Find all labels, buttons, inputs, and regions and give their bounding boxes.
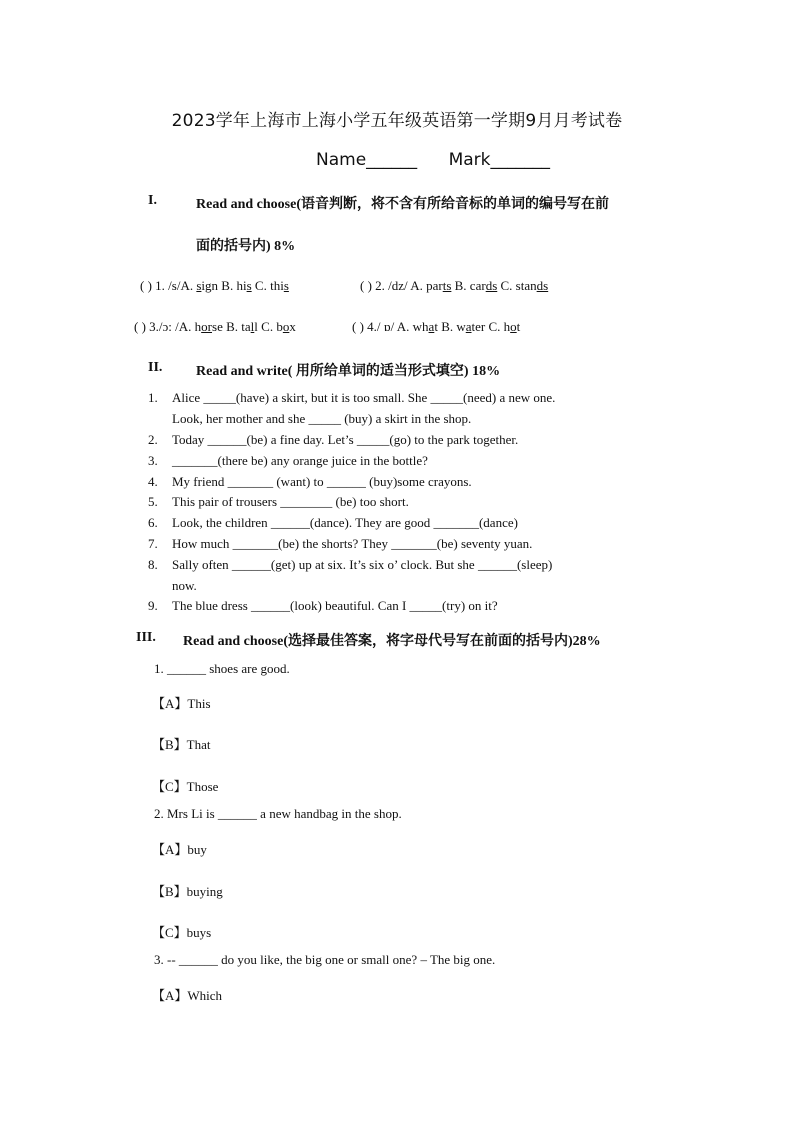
mc-option: 【A】Which — [152, 988, 223, 1003]
option-c: C. h — [488, 319, 511, 334]
option-a: A. h — [178, 319, 202, 334]
section-title: Read and choose(选择最佳答案，将字母代号写在前面的括号内)28% — [183, 634, 601, 649]
phonetic-question-2 — [360, 278, 548, 294]
answer-bracket: ( ) — [360, 278, 372, 293]
underlined-letters: s — [283, 278, 289, 293]
phonetic-symbol: /ɔ: / — [158, 319, 179, 334]
underlined-letters: o — [282, 319, 290, 334]
option-b-rest: l — [254, 319, 258, 334]
question-number: 4. — [148, 474, 158, 489]
underlined-letters: a — [465, 319, 472, 334]
question-number: 4. — [367, 319, 377, 334]
section-number: III. — [136, 630, 156, 645]
phonetic-question-1 — [140, 278, 289, 294]
question-number: 1. — [155, 278, 165, 293]
mc-option: 【B】That — [152, 737, 211, 752]
section-number: I. — [148, 193, 157, 208]
underlined-letters: s — [196, 278, 202, 293]
underlined-letters: a — [428, 319, 435, 334]
question-number: 3. — [149, 319, 159, 334]
question-number: 6. — [148, 515, 158, 530]
option-a-rest: se — [212, 319, 223, 334]
question-number: 2. — [148, 432, 158, 447]
mc-option: 【A】buy — [152, 842, 207, 857]
question-text: The blue dress ______(look) beautiful. Can I _____(try) on it? — [172, 598, 498, 613]
option-a: A. wh — [396, 319, 429, 334]
mark-field-label: Mark_______ — [448, 150, 550, 170]
fill-line — [148, 515, 518, 531]
phonetic-question-3 — [134, 319, 296, 335]
answer-bracket: ( ) — [134, 319, 146, 334]
mc-option: 【C】Those — [152, 779, 219, 794]
fill-line — [148, 411, 471, 427]
fill-line — [148, 474, 472, 490]
question-text: My friend _______ (want) to ______ (buy)some crayons. — [172, 474, 472, 489]
phonetic-symbol: /dz/ — [388, 278, 408, 293]
answer-bracket: ( ) — [140, 278, 152, 293]
mc-option: 【C】buys — [152, 925, 212, 940]
question-text: Look, her mother and she _____ (buy) a skirt in the shop. — [172, 411, 472, 426]
option-a-rest: ign — [201, 278, 219, 293]
question-text: How much _______(be) the shorts? They _______(be) seventy yuan. — [172, 536, 533, 551]
mc-question-stem: 3. -- ______ do you like, the big one or small one? – The big one. — [154, 952, 496, 967]
question-text: Sally often ______(get) up at six. It’s six o’ clock. But she ______(sleep) — [172, 557, 553, 572]
question-number: 8. — [148, 557, 158, 572]
section-number: II. — [148, 360, 163, 375]
fill-line — [148, 578, 197, 594]
underlined-letters: o — [510, 319, 517, 334]
option-c-rest: t — [516, 319, 521, 334]
fill-line — [148, 390, 555, 406]
fill-line — [148, 557, 552, 573]
question-number: 7. — [148, 536, 158, 551]
option-c: C. b — [261, 319, 283, 334]
fill-line — [148, 432, 518, 448]
underlined-letters: ds — [485, 278, 498, 293]
mc-question-stem: 2. Mrs Li is ______ a new handbag in the shop. — [154, 806, 402, 821]
option-a: A. — [180, 278, 197, 293]
answer-bracket: ( ) — [352, 319, 364, 334]
phonetic-symbol: / ɒ/ — [376, 319, 395, 334]
underlined-letters: s — [246, 278, 252, 293]
question-number: 1. — [148, 390, 158, 405]
section-title: Read and write( 用所给单词的适当形式填空) 18% — [196, 364, 501, 379]
option-b: B. w — [441, 319, 466, 334]
question-text: Alice _____(have) a skirt, but it is too small. She _____(need) a new one. — [172, 390, 556, 405]
underlined-letters: l — [250, 319, 255, 334]
option-a-rest: t — [434, 319, 438, 334]
fill-line — [148, 598, 498, 614]
option-b: B. ta — [226, 319, 251, 334]
option-b: B. car — [454, 278, 486, 293]
question-text: Look, the children ______(dance). They are good _______(dance) — [172, 515, 518, 530]
underlined-letters: ds — [536, 278, 549, 293]
question-text: now. — [172, 578, 197, 593]
option-b-rest: ter — [471, 319, 486, 334]
question-number: 3. — [148, 453, 158, 468]
name-mark-line — [316, 150, 576, 170]
phonetic-symbol: /s/ — [168, 278, 181, 293]
section-title-cont: 面的括号内) 8% — [196, 239, 296, 254]
underlined-letters: or — [201, 319, 213, 334]
question-number: 9. — [148, 598, 158, 613]
option-c: C. stan — [500, 278, 537, 293]
option-b: B. hi — [221, 278, 247, 293]
page-title: 2023学年上海市上海小学五年级英语第一学期9月月考试卷 — [171, 111, 623, 131]
name-field-label: Name______ — [316, 150, 418, 170]
underlined-letters: ts — [442, 278, 452, 293]
mc-question-stem: 1. ______ shoes are good. — [154, 661, 290, 676]
phonetic-question-4 — [352, 319, 520, 335]
mc-option: 【A】This — [152, 696, 211, 711]
option-c-rest: x — [289, 319, 296, 334]
question-text: This pair of trousers ________ (be) too short. — [172, 494, 409, 509]
section-title: Read and choose(语音判断，将不含有所给音标的单词的编号写在前 — [196, 197, 610, 212]
fill-line — [148, 536, 532, 552]
question-number: 2. — [375, 278, 385, 293]
fill-line — [148, 494, 409, 510]
fill-line — [148, 453, 428, 469]
option-c: C. thi — [254, 278, 284, 293]
question-number: 5. — [148, 494, 158, 509]
mc-option: 【B】buying — [152, 884, 223, 899]
question-text: _______(there be) any orange juice in the bottle? — [172, 453, 428, 468]
option-a: A. par — [410, 278, 443, 293]
question-text: Today ______(be) a fine day. Let’s _____(go) to the park together. — [172, 432, 519, 447]
